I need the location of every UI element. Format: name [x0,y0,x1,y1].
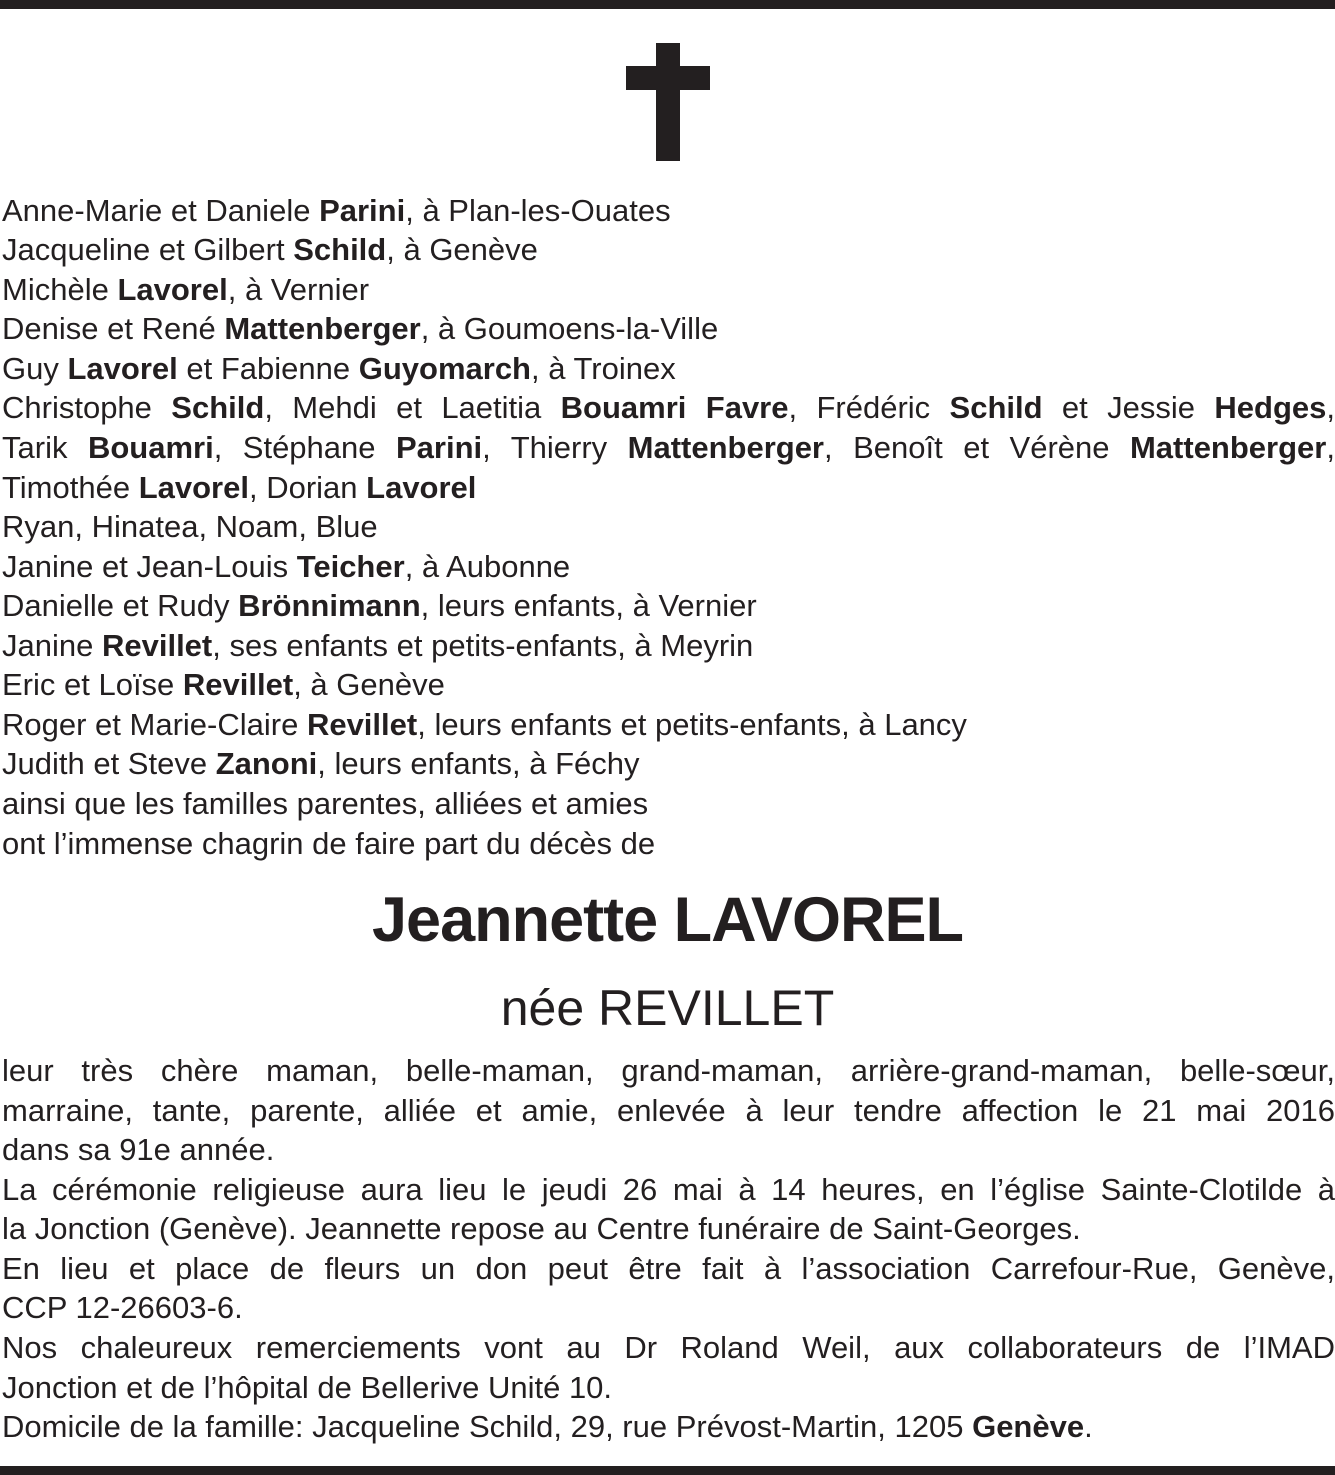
surname-text: Bouamri [87,430,214,465]
family-line [2,784,1335,824]
family-line [2,626,1335,666]
family-line [2,428,1335,468]
line-text: , à Genève [386,232,538,267]
surname-text: Schild [293,232,387,267]
surname-text: Revillet [182,667,294,702]
line-text: , Stéphane [213,430,396,465]
surname-text: Mattenberger [224,311,421,346]
line-text: Jonction et de l’hôpital de Bellerive Unité 10. [2,1370,613,1405]
line-text: ont l’immense chagrin de faire part du décès de [2,826,656,861]
body-line [2,1130,1335,1170]
line-text: En lieu et place de fleurs un don peut être fait à l’association Carrefour-Rue, Genève, [2,1251,1335,1286]
bottom-border-rule [0,1466,1335,1475]
line-text: . [1084,1409,1093,1444]
line-text: , à Vernier [227,272,370,307]
line-text: , à Genève [293,667,445,702]
line-text: , Frédéric [788,390,950,425]
line-text: CCP 12-26603-6. [2,1290,243,1325]
line-text: Tarik [2,430,88,465]
line-text: Ryan, Hinatea, Noam, Blue [2,509,378,544]
line-text: Guy [2,351,68,386]
line-text: Anne-Marie et Daniele [2,193,320,228]
family-line [2,468,1335,508]
line-text: Michèle [2,272,118,307]
surname-text: Schild [949,390,1043,425]
top-border-rule [0,0,1335,9]
surname-text: Lavorel [366,470,477,505]
family-line [2,309,1335,349]
family-line [2,705,1335,745]
line-text: , leurs enfants, à Vernier [420,588,757,623]
surname-text: Revillet [101,628,213,663]
surname-text: Hedges [1214,390,1327,425]
line-text: Jacqueline et Gilbert [2,232,294,267]
family-line [2,349,1335,389]
body-line [2,1209,1335,1249]
body-line [2,1249,1335,1289]
body-line [2,1091,1335,1131]
body-line [2,1407,1335,1447]
line-text: , Thierry [482,430,628,465]
line-text: dans sa 91e année. [2,1132,275,1167]
surname-text: Lavorel [117,272,228,307]
surname-text: Schild [171,390,265,425]
line-text: , Benoît et Vérène [824,430,1130,465]
announcement-line [2,824,1335,864]
surname-text: Lavorel [138,470,249,505]
line-text: Roger et Marie-Claire [2,707,307,742]
latin-cross-icon [626,43,710,161]
line-text: Janine [2,628,102,663]
surname-text: Guyomarch [358,351,531,386]
line-text: Judith et Steve [2,746,216,781]
surname-text: Brönnimann [238,588,421,623]
surname-text: Mattenberger [1129,430,1327,465]
line-text: Nos chaleureux remerciements vont au Dr Roland Weil, aux collaborateurs de l’IMAD [2,1330,1335,1365]
surname-text: Revillet [306,707,418,742]
line-text: Denise et René [2,311,225,346]
line-text: , ses enfants et petits-enfants, à Meyrin [212,628,754,663]
line-text: Timothée [2,470,139,505]
family-line [2,665,1335,705]
line-text: Eric et Loïse [2,667,183,702]
maiden-name: née REVILLET [500,980,835,1036]
surname-text: Teicher [296,549,405,584]
line-text: Domicile de la famille: Jacqueline Schild, 29, rue Prévost-Martin, 1205 [2,1409,973,1444]
line-text: la Jonction (Genève). Jeannette repose au Centre funéraire de Saint-Georges. [2,1211,1081,1246]
body-line [2,1170,1335,1210]
surname-text: Parini [396,430,483,465]
line-text: Christophe [2,390,172,425]
deceased-name: Jeannette LAVOREL [372,885,963,955]
family-line [2,191,1335,231]
family-line [2,507,1335,547]
line-text: ainsi que les familles parentes, alliées et amies [2,786,649,821]
line-text: La cérémonie religieuse aura lieu le jeudi 26 mai à 14 heures, en l’église Sainte-Clotilde à [2,1172,1335,1207]
line-text: , leurs enfants et petits-enfants, à Lancy [417,707,967,742]
surname-text: Genève [972,1409,1085,1444]
line-text: , [1326,390,1335,425]
family-line [2,230,1335,270]
line-text: , à Plan-les-Ouates [405,193,671,228]
family-line [2,586,1335,626]
body-line [2,1328,1335,1368]
family-line [2,744,1335,784]
family-line [2,270,1335,310]
line-text: , à Troinex [531,351,676,386]
line-text: Danielle et Rudy [2,588,239,623]
body-line [2,1051,1335,1091]
line-text: et Fabienne [177,351,359,386]
line-text: , à Goumoens-la-Ville [420,311,719,346]
family-line [2,388,1335,428]
line-text: , Mehdi et Laetitia [264,390,561,425]
family-line [2,547,1335,587]
line-text: et Jessie [1042,390,1215,425]
surname-text: Lavorel [67,351,178,386]
line-text: Janine et Jean-Louis [2,549,297,584]
body-line [2,1288,1335,1328]
line-text: , à Aubonne [404,549,571,584]
surname-text: Bouamri Favre [560,390,789,425]
surname-text: Mattenberger [627,430,824,465]
line-text: , [1326,430,1335,465]
line-text: , leurs enfants, à Féchy [317,746,640,781]
line-text: marraine, tante, parente, alliée et amie, enlevée à leur tendre affection le 21 mai 2016 [2,1093,1335,1128]
line-text: , Dorian [248,470,367,505]
surname-text: Parini [319,193,406,228]
line-text: leur très chère maman, belle-maman, grand-maman, arrière-grand-maman, belle-sœur, [2,1053,1335,1088]
body-line [2,1368,1335,1408]
surname-text: Zanoni [215,746,318,781]
